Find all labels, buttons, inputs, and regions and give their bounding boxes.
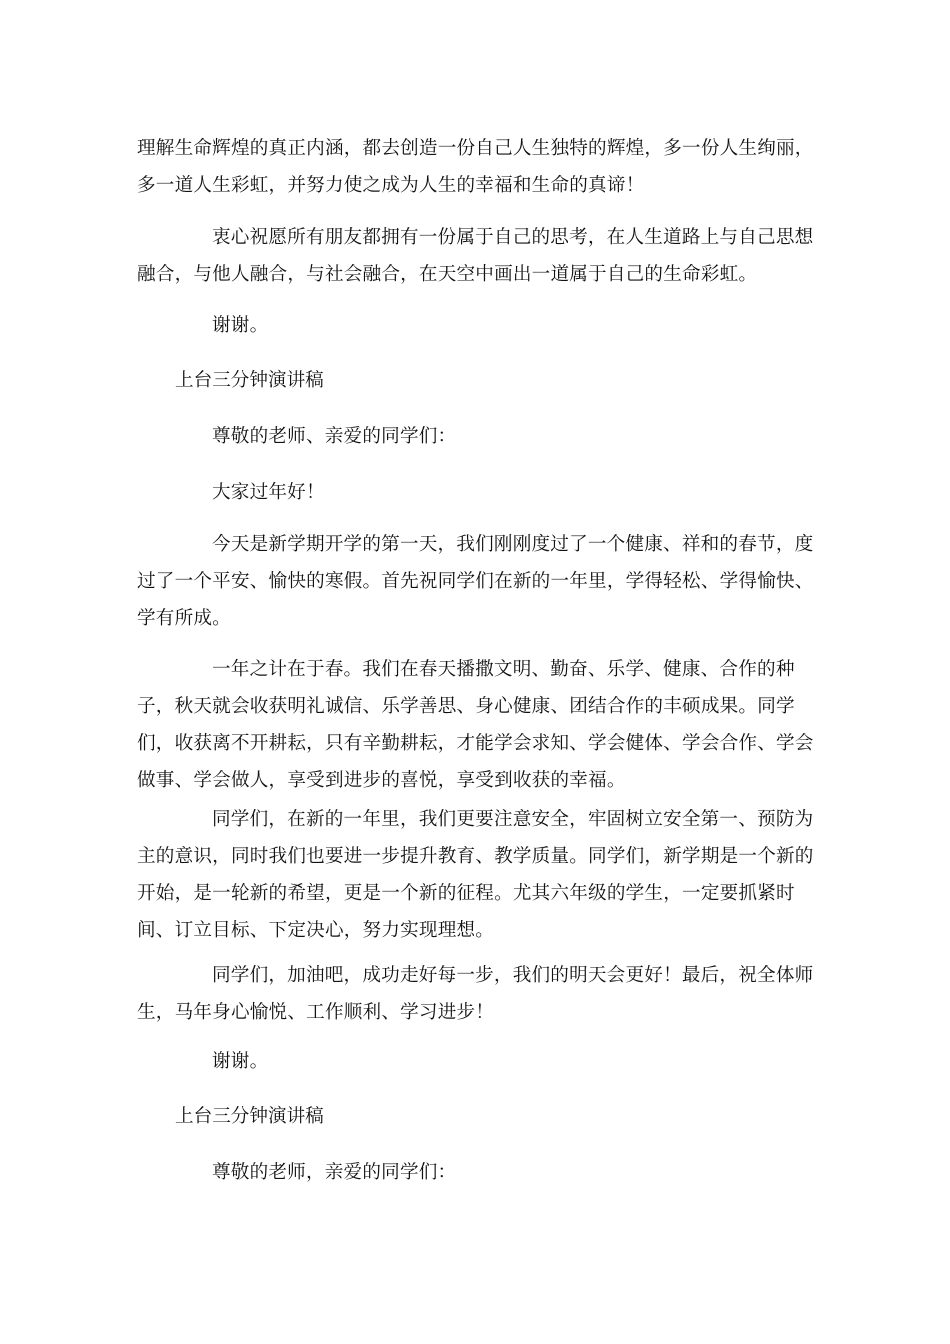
paragraph-safety: 同学们，在新的一年里，我们更要注意安全，牢固树立安全第一、预防为主的意识，同时我们也要进一步提升教育、教学质量。同学们，新学期是一个新的开始，是一轮新的希望，更是一个新的征程。尤其六年级的学生，一定要抓紧时间、订立目标、下定决心，努力实现理想。: [137, 809, 814, 941]
thanks-line: 谢谢。: [212, 1051, 269, 1072]
salutation: 尊敬的老师，亲爱的同学们：: [212, 1162, 457, 1183]
paragraph-cheer: 同学们，加油吧，成功走好每一步，我们的明天会更好！最后，祝全体师生，马年身心愉悦、工作顺利、学习进步！: [137, 965, 814, 1023]
paragraph-today: 今天是新学期开学的第一天，我们刚刚度过了一个健康、祥和的春节，度过了一个平安、愉快的寒假。首先祝同学们在新的一年里，学得轻松、学得愉快、学有所成。: [137, 534, 814, 629]
paragraph-spring: 一年之计在于春。我们在春天播撒文明、勤奋、乐学、健康、合作的种子，秋天就会收获明礼诚信、乐学善思、身心健康、团结合作的丰硕成果。同学们，收获离不开耕耘，只有辛勤耕耘，才能学会求知、学会健体、学会合作、学会做事、学会做人，享受到进步的喜悦，享受到收获的幸福。: [137, 659, 814, 791]
thanks-line: 谢谢。: [212, 315, 269, 336]
paragraph-wish: 衷心祝愿所有朋友都拥有一份属于自己的思考，在人生道路上与自己思想融合，与他人融合，与社会融合，在天空中画出一道属于自己的生命彩虹。: [137, 227, 814, 285]
salutation: 尊敬的老师、亲爱的同学们：: [212, 426, 457, 447]
speech-title: 上台三分钟演讲稿: [175, 370, 324, 391]
greeting: 大家过年好！: [212, 482, 325, 503]
paragraph-continuation: 理解生命辉煌的真正内涵，都去创造一份自己人生独特的辉煌，多一份人生绚丽，多一道人生彩虹，并努力使之成为人生的幸福和生命的真谛！: [137, 138, 814, 196]
speech-title: 上台三分钟演讲稿: [175, 1106, 324, 1127]
